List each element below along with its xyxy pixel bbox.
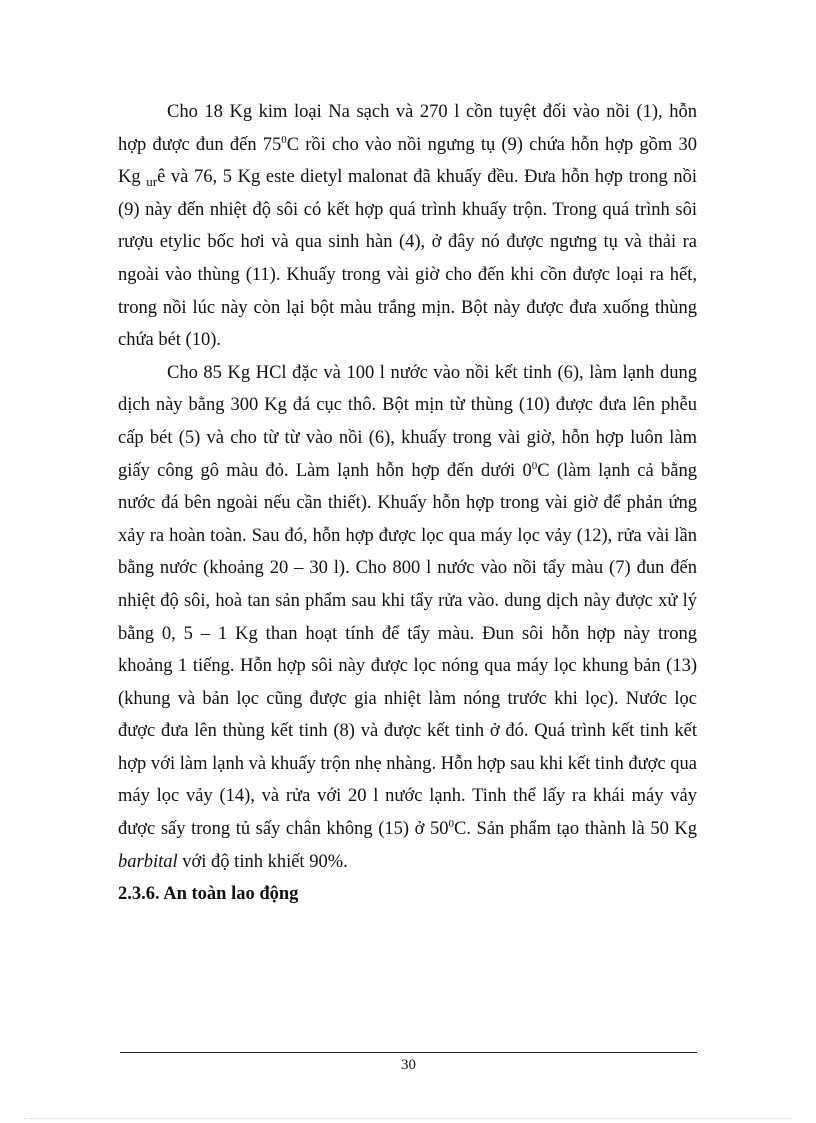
paragraph-1-text-3: ê và 76, 5 Kg este dietyl malonat đã khuấy đều. Đưa hỗn hợp trong nồi (9) này đến nhiệt độ sôi có kết hợp quá trình khuấy trộn. Trong quá trình sôi rượu etylic bốc hơi và qua sinh hàn (4), ở đây nó được ngưng tụ và thải ra ngoài vào thùng (11). Khuấy trong vài giờ cho đến khi cồn được loại ra hết, trong nồi lúc này còn lại bột màu trắng mịn. Bột này được đưa xuống thùng chứa bét (10). [118,167,697,351]
subscript-ur: ur [146,174,158,190]
superscript-zero: 0 [281,133,287,146]
italic-barbital: barbital [118,851,178,872]
paragraph-1-text-1: Cho 18 Kg kim loại Na sạch và 270 l cồn tuyệt đối vào nồi (1), hỗn hợp được đun đến 75 [118,102,697,155]
paragraph-1-text-2: C rồi cho vào nồi ngưng tụ (9) chứa hỗn hợp gồm 30 Kg [118,134,698,188]
paragraph-2-text-3: C. Sản phẩm tạo thành là 50 Kg [454,819,698,840]
page-content [118,96,697,911]
paragraph-2-text-2: C (làm lạnh cả bằng nước đá bên ngoài nếu cần thiết). Khuấy hỗn hợp trong vài giờ để phản ứng xảy ra hoàn toàn. Sau đó, hỗn hợp được lọc qua máy lọc vảy (12), rửa vài lần bằng nước (khoảng 20 – 30 l). Cho 800 l nước vào nồi tẩy màu (7) đun đến nhiệt độ sôi, hoà tan sản phẩm sau khi tẩy rửa vào. dung dịch này được xử lý bằng 0, 5 – 1 Kg than hoạt tính để tẩy màu. Đun sôi hỗn hợp này trong khoảng 1 tiếng. Hỗn hợp sôi này được lọc nóng qua máy lọc khung bản (13) (khung và bản lọc cũng được gia nhiệt làm nóng trước khi lọc). Nước lọc được đưa lên thùng kết tinh (8) và được kết tinh ở đó. Quá trình kết tinh kết hợp với làm lạnh và khuấy trộn nhẹ nhàng. Hỗn hợp sau khi kết tinh được qua máy lọc vảy (14), và rửa với 20 l nước lạnh. Tinh thể lấy ra khái máy vảy được sấy trong tủ sấy chân không (15) ở 50 [118,460,697,840]
paragraph-1 [118,96,697,357]
page-number: 30 [401,1057,416,1073]
page-bottom-edge [24,1118,792,1119]
footer-divider [120,1052,697,1053]
paragraph-2 [118,357,697,879]
section-heading: 2.3.6. An toàn lao động [118,884,299,905]
paragraph-2-text-1: Cho 85 Kg HCl đặc và 100 l nước vào nồi kết tinh (6), làm lạnh dung dịch này bằng 300 Kg đá cục thô. Bột mịn từ thùng (10) được đưa lên phễu cấp bét (5) và cho từ từ vào nồi (6), khuấy trong vài giờ, hỗn hợp luôn làm giấy công gô màu đỏ. Làm lạnh hỗn hợp đến dưới 0 [118,362,697,481]
paragraph-2-text-4: với độ tinh khiết 90%. [177,851,348,872]
superscript-zero: 0 [448,818,454,831]
superscript-zero: 0 [531,459,538,472]
